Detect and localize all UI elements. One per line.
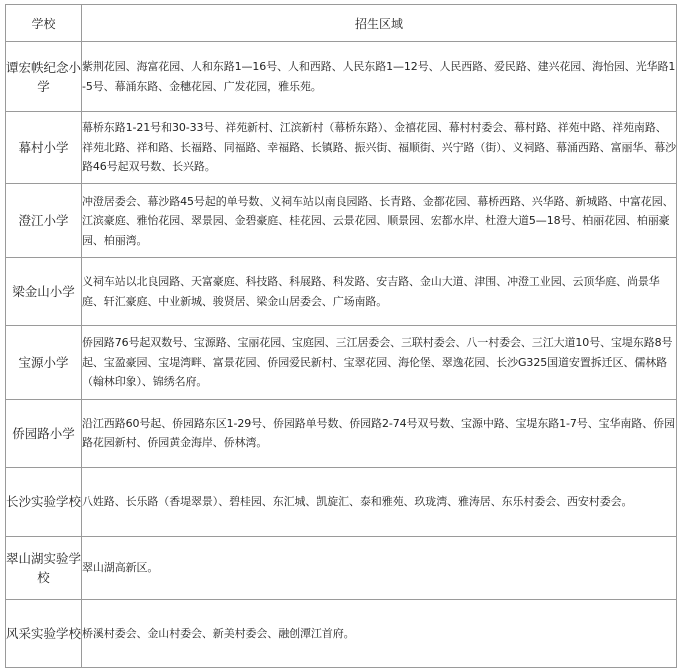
school-name: 澄江小学 xyxy=(6,184,82,258)
table-header-row xyxy=(6,5,677,42)
enrollment-area: 侨园路76号起双数号、宝源路、宝丽花园、宝庭园、三江居委会、三联村委会、八一村委会、三江大道10号、宝堤东路8号起、宝盈豪园、宝堤湾畔、富景花园、侨园爱民新村、宝翠花园、海伦堡、翠逸花园、长沙G325国道安置拆迁区、儒林路（翰林印象）、锦绣名府。 xyxy=(82,326,677,399)
school-name: 幕村小学 xyxy=(6,112,82,184)
table-row xyxy=(6,399,677,467)
school-name: 梁金山小学 xyxy=(6,258,82,326)
table-row xyxy=(6,112,677,184)
school-name: 翠山湖实验学校 xyxy=(6,536,82,599)
header-school: 学校 xyxy=(6,5,82,42)
table-row xyxy=(6,536,677,599)
table-row xyxy=(6,42,677,112)
enrollment-area: 沿江西路60号起、侨园路东区1-29号、侨园路单号数、侨园路2-74号双号数、宝源中路、宝堤东路1-7号、宝华南路、侨园路花园新村、侨园黄金海岸、侨林湾。 xyxy=(82,399,677,467)
table-row xyxy=(6,599,677,667)
table-row xyxy=(6,184,677,258)
enrollment-zone-table xyxy=(5,4,677,668)
header-area: 招生区域 xyxy=(82,5,677,42)
enrollment-area: 幕桥东路1-21号和30-33号、祥苑新村、江滨新村（幕桥东路）、金禧花园、幕村村委会、幕村路、祥苑中路、祥苑南路、祥苑北路、祥和路、长福路、同福路、幸福路、长镇路、振兴街、福顺街、兴宁路（街）、义祠路、幕涌西路、富丽华、幕沙路46号起双号数、长兴路。 xyxy=(82,112,677,184)
enrollment-area: 冲澄居委会、幕沙路45号起的单号数、义祠车站以南良园路、长青路、金都花园、幕桥西路、兴华路、新城路、中富花园、江滨豪庭、雅怡花园、翠景园、金碧豪庭、桂花园、云景花园、顺景园、宏都水岸、杜澄大道5—18号、柏丽花园、柏丽豪园、柏丽湾。 xyxy=(82,184,677,258)
school-name: 宝源小学 xyxy=(6,326,82,399)
school-name: 侨园路小学 xyxy=(6,399,82,467)
enrollment-area: 紫荆花园、海富花园、人和东路1—16号、人和西路、人民东路1—12号、人民西路、爱民路、建兴花园、海怡园、光华路1-5号、幕涌东路、金穗花园、广发花园，雅乐苑。 xyxy=(82,42,677,112)
enrollment-area: 翠山湖高新区。 xyxy=(82,536,677,599)
enrollment-area: 义祠车站以北良园路、天富豪庭、科技路、科展路、科发路、安吉路、金山大道、津围、冲澄工业园、云顶华庭、尚景华庭、轩汇豪庭、中业新城、骏贤居、梁金山居委会、广场南路。 xyxy=(82,258,677,326)
table-row xyxy=(6,467,677,536)
enrollment-area: 桥溪村委会、金山村委会、新美村委会、融创潭江首府。 xyxy=(82,599,677,667)
table-row xyxy=(6,258,677,326)
school-name: 风采实验学校 xyxy=(6,599,82,667)
table-row xyxy=(6,326,677,399)
school-name: 谭宏帙纪念小学 xyxy=(6,42,82,112)
enrollment-area: 八姓路、长乐路（香堤翠景）、碧桂园、东汇城、凯旋汇、泰和雅苑、玖珑湾、雅涛居、东乐村委会、西安村委会。 xyxy=(82,467,677,536)
school-name: 长沙实验学校 xyxy=(6,467,82,536)
